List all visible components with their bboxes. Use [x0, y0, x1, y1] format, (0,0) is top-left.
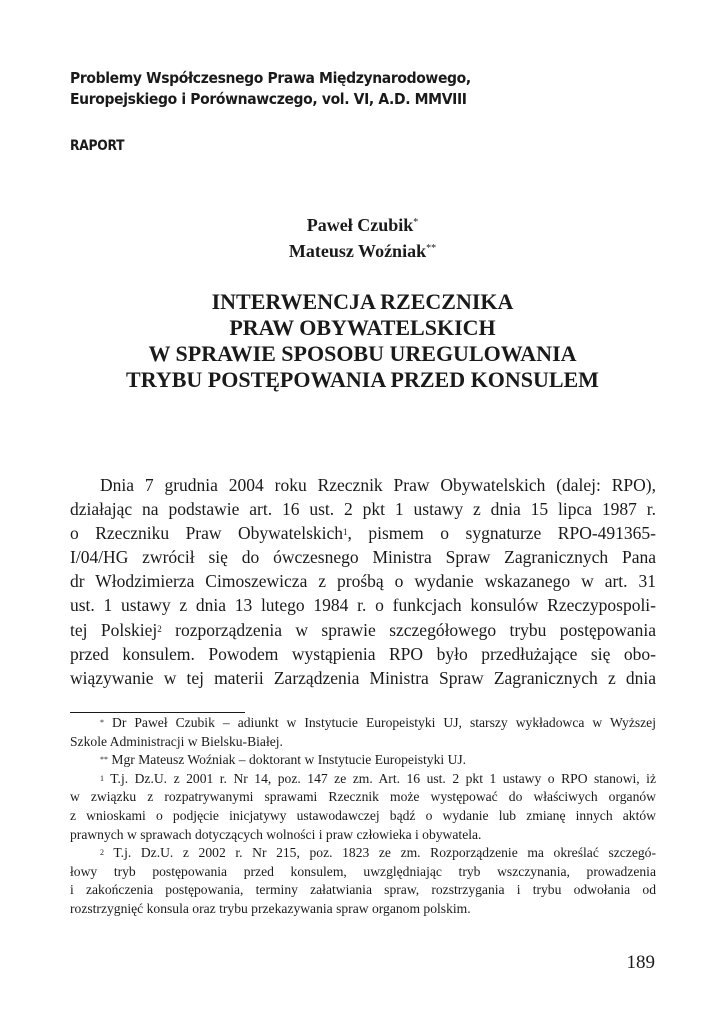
author-list	[0, 212, 725, 264]
section-label: RAPORT	[70, 138, 125, 154]
body-line-3	[70, 521, 656, 545]
footnote-star-line-2: Szkole Administracji w Bielsku-Białej.	[70, 733, 283, 749]
body-line-7-text-a: tej Polskiej	[70, 619, 158, 640]
title-line-2: PRAW OBYWATELSKICH	[229, 315, 496, 340]
body-paragraph	[70, 473, 656, 690]
title-line-4: TRYBU POSTĘPOWANIA PRZED KONSULEM	[126, 367, 599, 392]
footnote-2star-text-1: Mgr Mateusz Woźniak – doktorant w Instytucie Europeistyki UJ.	[111, 752, 467, 768]
footnote-1-line-2: w związku z rozpatrywanymi sprawami Rzecznik może występować do właściwych organów	[70, 789, 656, 805]
body-line-7	[70, 618, 656, 642]
author-1-footnote-mark: *	[413, 217, 419, 228]
footnote-2star-mark: **	[100, 755, 108, 765]
author-2	[0, 238, 725, 264]
footnote-2-line-1	[70, 844, 656, 863]
footnote-1-line-1	[70, 770, 656, 789]
body-line-1: Dnia 7 grudnia 2004 roku Rzecznik Praw Obywatelskich (dalej: RPO),	[100, 475, 656, 495]
footnote-1-line-4: prawnych w sprawach dotyczących wolności i praw człowieka i obywatela.	[70, 826, 482, 842]
body-line-5: dr Włodzimierza Cimoszewicza z prośbą o wydanie wskazanego w art. 31	[70, 571, 656, 592]
footnote-star-line-1	[70, 714, 656, 733]
body-line-3-text-b: , pismem o sygnaturze RPO-491365-	[347, 523, 657, 544]
footnote-2-line-2: łowy tryb postępowania przed konsulem, uwzględniając tryb wszczynania, prowadzenia	[70, 863, 656, 879]
body-line-3-text-a: o Rzeczniku Praw Obywatelskich	[70, 523, 344, 544]
title-line-1: INTERWENCJA RZECZNIKA	[211, 289, 514, 314]
footnote-star-text-1: Dr Paweł Czubik – adiunkt w Instytucie Europeistyki UJ, starszy wykładowca w Wyższej	[112, 715, 656, 730]
body-line-2: działając na podstawie art. 16 ust. 2 pkt 1 ustawy z dnia 15 lipca 1987 r.	[70, 499, 656, 520]
footnote-2-mark: 2	[100, 848, 104, 858]
page-number: 189	[626, 952, 655, 973]
journal-title-line-2: Europejskiego i Porównawczego, vol. VI, A.D. MMVIII	[70, 90, 467, 108]
footnote-2-line-3: i zakończenia postępowania, terminy załatwiania spraw, rozstrzygania i trybu odwołania od	[70, 882, 656, 898]
footnote-2star-line-1	[70, 751, 656, 770]
author-1	[0, 212, 725, 238]
footnote-separator	[70, 712, 245, 713]
body-line-4: I/04/HG zwrócił się do ówczesnego Ministra Spraw Zagranicznych Pana	[70, 547, 656, 568]
footnote-1-mark: 1	[100, 773, 104, 783]
article-title	[0, 289, 725, 393]
footnote-2-line-4: rozstrzygnięć konsula oraz trybu przekazywania spraw organom polskim.	[70, 900, 471, 916]
footnotes	[70, 714, 656, 919]
body-line-8: przed konsulem. Powodem wystąpienia RPO było przedłużające się obo-	[70, 643, 656, 664]
footnote-1-text-1: T.j. Dz.U. z 2001 r. Nr 14, poz. 147 ze zm. Art. 16 ust. 2 pkt 1 ustawy o RPO stanowi, iż	[110, 770, 656, 786]
body-line-6: ust. 1 ustawy z dnia 13 lutego 1984 r. o funkcjach konsulów Rzeczypospoli-	[70, 595, 656, 616]
footnote-ref-2[interactable]: 2	[157, 623, 162, 634]
footnote-1-line-3: z wnioskami o podjęcie inicjatywy ustawodawczej bądź o wydanie lub zmianę innych aktów	[70, 807, 656, 823]
footnote-ref-1[interactable]: 1	[343, 527, 348, 538]
author-2-name: Mateusz Woźniak	[288, 241, 427, 261]
journal-title-line-1: Problemy Współczesnego Prawa Międzynarodowego,	[70, 69, 471, 87]
title-line-3: W SPRAWIE SPOSOBU UREGULOWANIA	[148, 341, 577, 366]
footnote-star-mark: *	[100, 718, 104, 727]
author-2-footnote-mark: **	[426, 243, 437, 254]
body-line-9: wiązywanie w tej materii Zarządzenia Ministra Spraw Zagranicznych z dnia	[70, 667, 656, 688]
journal-header	[70, 68, 471, 110]
author-1-name: Paweł Czubik	[306, 215, 414, 235]
footnote-2-text-1: T.j. Dz.U. z 2002 r. Nr 215, poz. 1823 ze zm. Rozporządzenie ma określać szczegó-	[113, 845, 656, 861]
body-line-7-text-b: rozporządzenia w sprawie szczegółowego trybu postępowania	[161, 619, 656, 640]
